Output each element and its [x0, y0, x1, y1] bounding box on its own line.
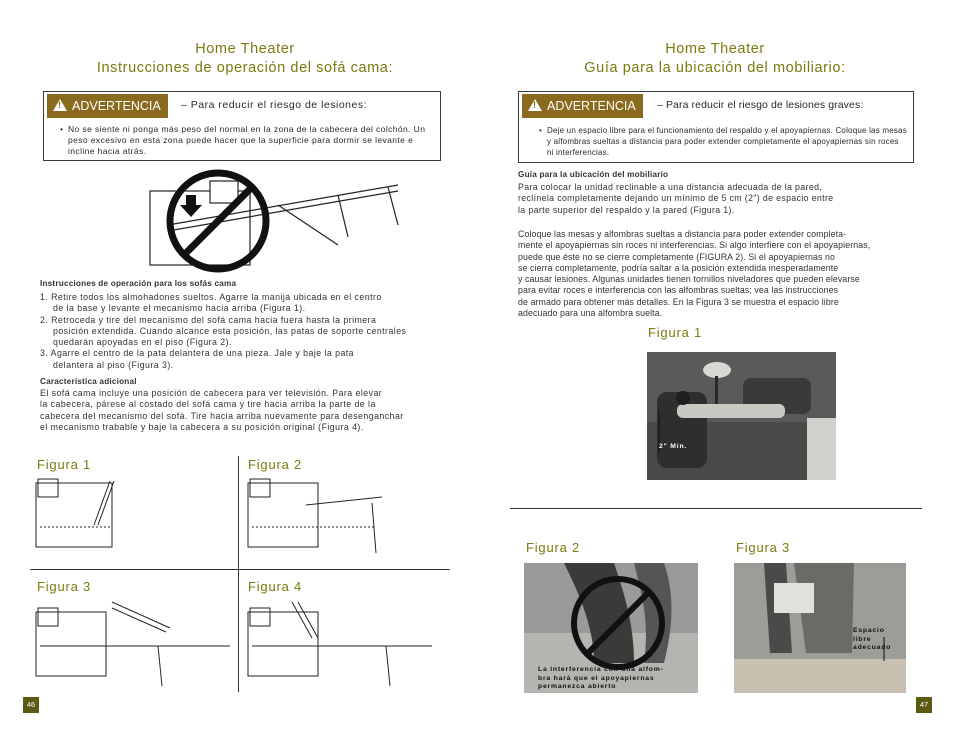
- right-warning-headline: – Para reducir el riesgo de lesiones graves:: [657, 99, 864, 111]
- feature-text: El sofá cama incluye una posición de cabecera para ver televisión. Para elevar la cabecera, párese al costado del sofá cama y tire hacia arriba la parte de la cabecera del mecanismo del sofá. Tire hacia arriba nuevamente para desenganchar el mecanismo trabable y baje la cabecera a su posición original (Figura 4).: [40, 388, 404, 432]
- warning-triangle-icon: [528, 99, 542, 111]
- left-warning-headline: – Para reducir el riesgo de lesiones:: [181, 99, 368, 111]
- figure-2-photo-interference: [524, 563, 698, 693]
- left-page-number: 46: [23, 697, 39, 713]
- right-figure-3-label: Figura 3: [736, 540, 791, 555]
- right-warning-box: [518, 91, 914, 163]
- figure-grid-vertical-divider: [238, 456, 239, 692]
- guide-paragraph-2: Coloque las mesas y alfombras sueltas a distancia para poder extender completa- mente el apoyapiernas sin roces ni interferencias. Si algo interfiere con el apoyapiernas, puede que éste no se cierre completamente (FIGURA 2). Si el apoyapiernas no se cierra completamente, podría saltar a la posición extendida inesperadamente y causar lesiones. Algunas unidades tienen tornillos niveladores que pueden elevarse para evitar roces e interferencia con las alfombras sueltas; vea las instrucciones de armado para obtener más detalles. En la Figura 3 se muestra el espacio libre adecuado para una alfombra suelta.: [518, 229, 871, 319]
- feature-title: Característica adicional: [40, 377, 137, 386]
- left-warning-badge: !ADVERTENCIA: [47, 94, 168, 118]
- figure-grid-horizontal-divider: [30, 569, 450, 570]
- right-title-line1: Home Theater: [665, 41, 765, 57]
- right-warning-badge: !ADVERTENCIA: [522, 94, 643, 118]
- figure-2-caption: La interferencia con una alfom- bra hará que el apoyapiernas permanezca abierto: [538, 666, 664, 690]
- right-divider: [510, 508, 922, 509]
- left-title-line2: Instrucciones de operación del sofá cama:: [96, 60, 394, 76]
- right-figure-2-label: Figura 2: [526, 540, 581, 555]
- right-page-number: 47: [916, 697, 932, 713]
- left-warning-box: [43, 91, 441, 161]
- figure-2-illustration: [246, 475, 396, 555]
- right-title-line2: Guía para la ubicación del mobiliario:: [584, 60, 846, 76]
- instructions-steps: 1. Retire todos los almohadones sueltos. Agarre la manija ubicada en el centro de la base y levante el mecanismo hacia arriba (Figura 1). 2. Retroceda y tire del mecanismo del sofá cama hacia fuera hasta la primera posición extendida. Cuando alcance esta posición, las patas de soporte centrales quedarán apoyadas en el piso (Figura 2). 3. Agarre el centro de la pata delantera de una pieza. Jale y baje la pata delantera al piso (Figura 3).: [40, 292, 407, 370]
- figure-3-photo-clearance: [734, 563, 906, 693]
- left-figure-3-label: Figura 3: [37, 579, 92, 594]
- left-figure-4-label: Figura 4: [248, 579, 303, 594]
- figure-4-illustration: [246, 598, 446, 688]
- right-figure-1-label: Figura 1: [648, 325, 703, 340]
- right-warning-bullet: • Deje un espacio libre para el funcionamiento del respaldo y el apoyapiernas. Coloque las mesas y alfombras sueltas a distancia para poder extender completamente el apoyapiernas sin roces ni interferencias.: [539, 126, 907, 157]
- figure-1-photo-recliner: [647, 352, 836, 480]
- left-title-line1: Home Theater: [195, 41, 295, 57]
- instructions-title: Instrucciones de operación para los sofás cama: [40, 279, 237, 288]
- warning-triangle-icon: [53, 99, 67, 111]
- guide-title: Guía para la ubicación del mobiliario: [518, 170, 669, 179]
- figure-1-clearance-label: 2" Min.: [659, 443, 688, 450]
- figure-3-illustration: [34, 598, 234, 688]
- figure-3-caption: Espacio libre adecuado: [853, 627, 892, 651]
- figure-1-illustration: [34, 475, 124, 555]
- left-figure-2-label: Figura 2: [248, 457, 303, 472]
- sofa-bed-prohibited-illustration: [148, 165, 408, 277]
- guide-paragraph-1: Para colocar la unidad reclinable a una distancia adecuada de la pared, reclínela completamente dejando un mínimo de 5 cm (2") de espacio entre la parte superior del respaldo y la pared (Figura 1).: [518, 182, 834, 215]
- left-warning-bullet: • No se siente ni ponga más peso del normal en la zona de la cabecera del colchón. Un peso excesivo en esta zona puede hacer que la superficie para dormir se levante e incline hacia atrás.: [60, 124, 426, 156]
- left-figure-1-label: Figura 1: [37, 457, 92, 472]
